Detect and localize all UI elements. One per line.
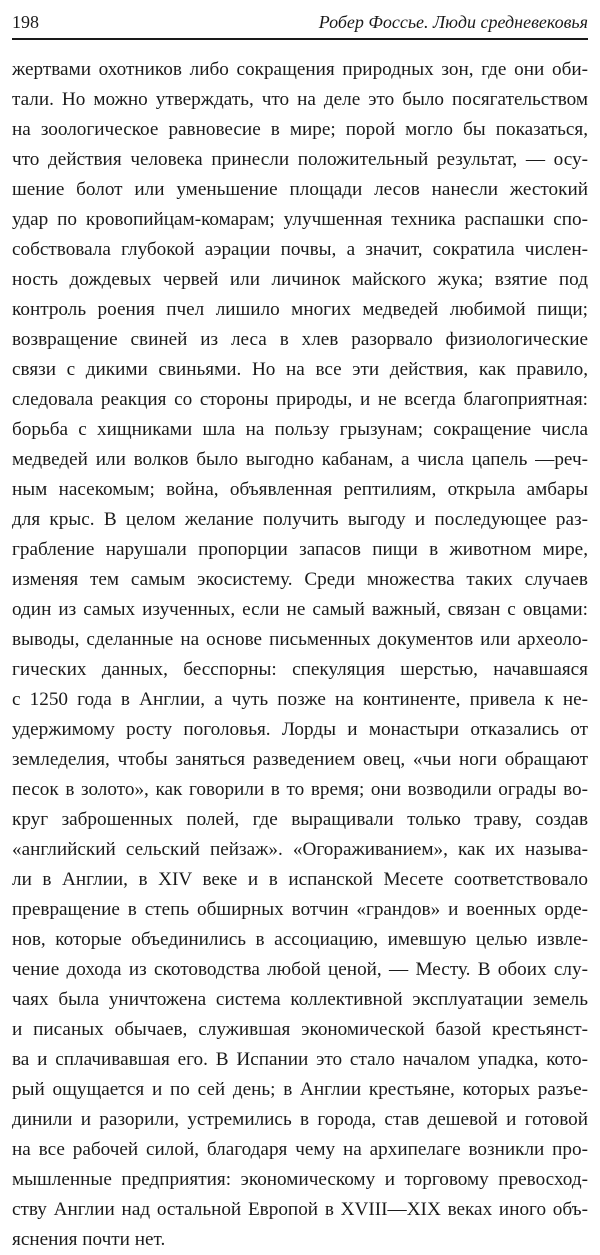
text-line: жертвами охотников либо сокращения природных зон, где они оби- bbox=[12, 59, 588, 80]
text-line: ли в Англии, в XIV веке и в испанской Месете соответствовало bbox=[12, 869, 588, 890]
text-line: борьба с хищниками шла на пользу грызунам; сокращение числа bbox=[12, 419, 588, 440]
text-line: медведей или волков было выгодно кабанам, а числа цапель —реч- bbox=[12, 449, 588, 470]
text-line: собствовала глубокой аэрации почвы, а значит, сократила числен- bbox=[12, 239, 588, 260]
running-head: Робер Фоссье. Люди средневековья bbox=[318, 12, 588, 32]
text-line: нов, которые объединились в ассоциацию, имевшую целью извле- bbox=[12, 929, 588, 950]
header-rule bbox=[12, 38, 588, 40]
text-line: гических данных, бесспорны: спекуляция шерстью, начавшаяся bbox=[12, 659, 588, 680]
text-line: динили и разорили, устремились в города, став дешевой и готовой bbox=[12, 1109, 588, 1130]
body-text bbox=[12, 55, 588, 1255]
text-line: следовала реакция со стороны природы, и не всегда благоприятная: bbox=[12, 389, 588, 410]
text-line: и писаных обычаев, служившая экономической базой крестьянст- bbox=[12, 1019, 588, 1040]
text-line: ность дождевых червей или личинок майского жука; взятие под bbox=[12, 269, 588, 290]
text-line: песок в золото», как говорили в то время; они возводили ограды во- bbox=[12, 779, 588, 800]
text-line: изменяя тем самым экосистему. Среди множества таких случаев bbox=[12, 569, 588, 590]
text-line: рый ощущается и по сей день; в Англии крестьяне, которых разъе- bbox=[12, 1079, 588, 1100]
text-line: контроль роения пчел лишило многих медведей любимой пищи; bbox=[12, 299, 588, 320]
text-line: ным насекомым; война, объявленная рептилиям, открыла амбары bbox=[12, 479, 588, 500]
text-line: выводы, сделанные на основе письменных документов или археоло- bbox=[12, 629, 588, 650]
text-line: грабление нарушали пропорции запасов пищи в животном мире, bbox=[12, 539, 588, 560]
text-line: круг заброшенных полей, где выращивали только траву, создав bbox=[12, 809, 588, 830]
text-line: с 1250 года в Англии, а чуть позже на континенте, привела к не- bbox=[12, 689, 588, 710]
text-line: на все рабочей силой, благодаря чему на архипелаге возникли про- bbox=[12, 1139, 588, 1160]
text-line: удар по кровопийцам-комарам; улучшенная техника распашки спо- bbox=[12, 209, 588, 230]
text-line: яснения почти нет. bbox=[12, 1229, 166, 1250]
page-number: 198 bbox=[12, 12, 39, 32]
text-line: «английский сельский пейзаж». «Огораживанием», как их называ- bbox=[12, 839, 588, 860]
text-line: удержимому росту поголовья. Лорды и монастыри отказались от bbox=[12, 719, 588, 740]
text-line: чение дохода из скотоводства любой ценой, — Месту. В обоих слу- bbox=[12, 959, 588, 980]
text-line: мышленные предприятия: экономическому и торговому превосход- bbox=[12, 1169, 588, 1190]
text-line: для крыс. В целом желание получить выгоду и последующее раз- bbox=[12, 509, 588, 530]
text-line: ва и сплачивавшая его. В Испании это стало началом упадка, кото- bbox=[12, 1049, 588, 1070]
text-line: возвращение свиней из леса в хлев разорвало физиологические bbox=[12, 329, 588, 350]
text-line: шение болот или уменьшение площади лесов нанесли жестокий bbox=[12, 179, 588, 200]
page-header bbox=[12, 10, 588, 36]
text-line: один из самых изученных, если не самый важный, связан с овцами: bbox=[12, 599, 588, 620]
text-line: чаях была уничтожена система коллективной эксплуатации земель bbox=[12, 989, 588, 1010]
text-line: связи с дикими свиньями. Но на все эти действия, как правило, bbox=[12, 359, 588, 380]
text-line: на зоологическое равновесие в мире; порой могло бы показаться, bbox=[12, 119, 588, 140]
text-line: тали. Но можно утверждать, что на деле это было посягательством bbox=[12, 89, 588, 110]
text-line: что действия человека принесли положительный результат, — осу- bbox=[12, 149, 588, 170]
text-line: превращение в степь обширных вотчин «грандов» и военных орде- bbox=[12, 899, 588, 920]
text-line: ству Англии над остальной Европой в XVIII—XIX веках иного объ- bbox=[12, 1199, 588, 1220]
text-line: земледелия, чтобы заняться разведением овец, «чьи ноги обращают bbox=[12, 749, 588, 770]
